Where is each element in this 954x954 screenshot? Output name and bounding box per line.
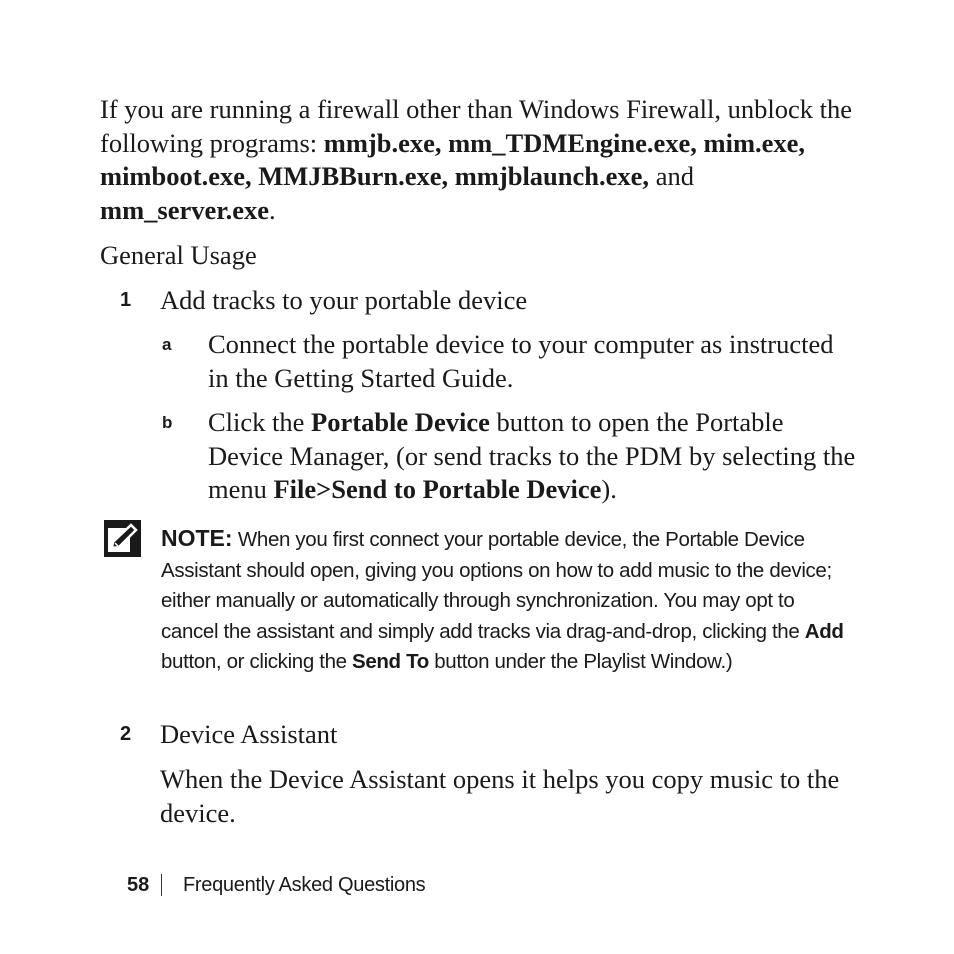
send-to-button-ref: Send To	[352, 650, 429, 673]
step-1-number: 1	[120, 289, 132, 311]
footer-divider	[161, 874, 162, 896]
substep-a-letter: a	[162, 335, 172, 354]
intro-text: If you are running a firewall other than Windows Firewall, unblock the following programs:	[100, 94, 853, 158]
add-button-ref: Add	[804, 619, 844, 643]
portable-device-button-ref: Portable Device	[311, 407, 490, 437]
note-text-1: When you first connect your portable device, the Portable Device Assistant should open, giving you options on how to add music to the device; either manually or automatically through synchronization. You may opt to cancel the assistant and simply add tracks via drag-and-drop, clicking the	[161, 528, 832, 643]
program-list: mmjb.exe, mm_TDMEngine.exe, mim.exe, mimboot.exe, MMJBBurn.exe, mmjblaunch.exe,	[100, 127, 806, 191]
step-2-title: Device Assistant	[160, 719, 338, 749]
note-pencil-icon	[104, 520, 141, 557]
substep-b-letter: b	[162, 413, 173, 432]
footer-section-title: Frequently Asked Questions	[183, 874, 426, 896]
intro-and: and	[649, 161, 694, 191]
note-text-2: button, or clicking the	[161, 650, 353, 673]
substep-a-text: Connect the portable device to your computer as instructed in the Getting Started Guide.	[208, 329, 834, 393]
last-program: mm_server.exe	[100, 194, 269, 225]
step-2-number: 2	[120, 723, 132, 745]
intro-end: .	[268, 194, 276, 225]
substep-b-text	[208, 406, 858, 507]
substep-b-text-3: ).	[601, 474, 617, 504]
substep-b-text-1: Click the	[208, 407, 312, 437]
note-text-3: button under the Playlist Window.)	[428, 650, 733, 673]
step-2-paragraph: When the Device Assistant opens it helps you copy music to the device.	[160, 764, 840, 828]
note-label: NOTE:	[161, 525, 233, 551]
intro-paragraph	[100, 93, 860, 227]
substep-b-text-2: button to open the Portable Device Manager, (or send tracks to the PDM by selecting the menu	[208, 407, 856, 504]
step-1-title: Add tracks to your portable device	[160, 285, 528, 315]
menu-path: File>Send to Portable Device	[273, 474, 602, 504]
section-heading: General Usage	[100, 240, 257, 270]
page-number: 58	[127, 874, 150, 896]
note-text	[161, 523, 851, 678]
